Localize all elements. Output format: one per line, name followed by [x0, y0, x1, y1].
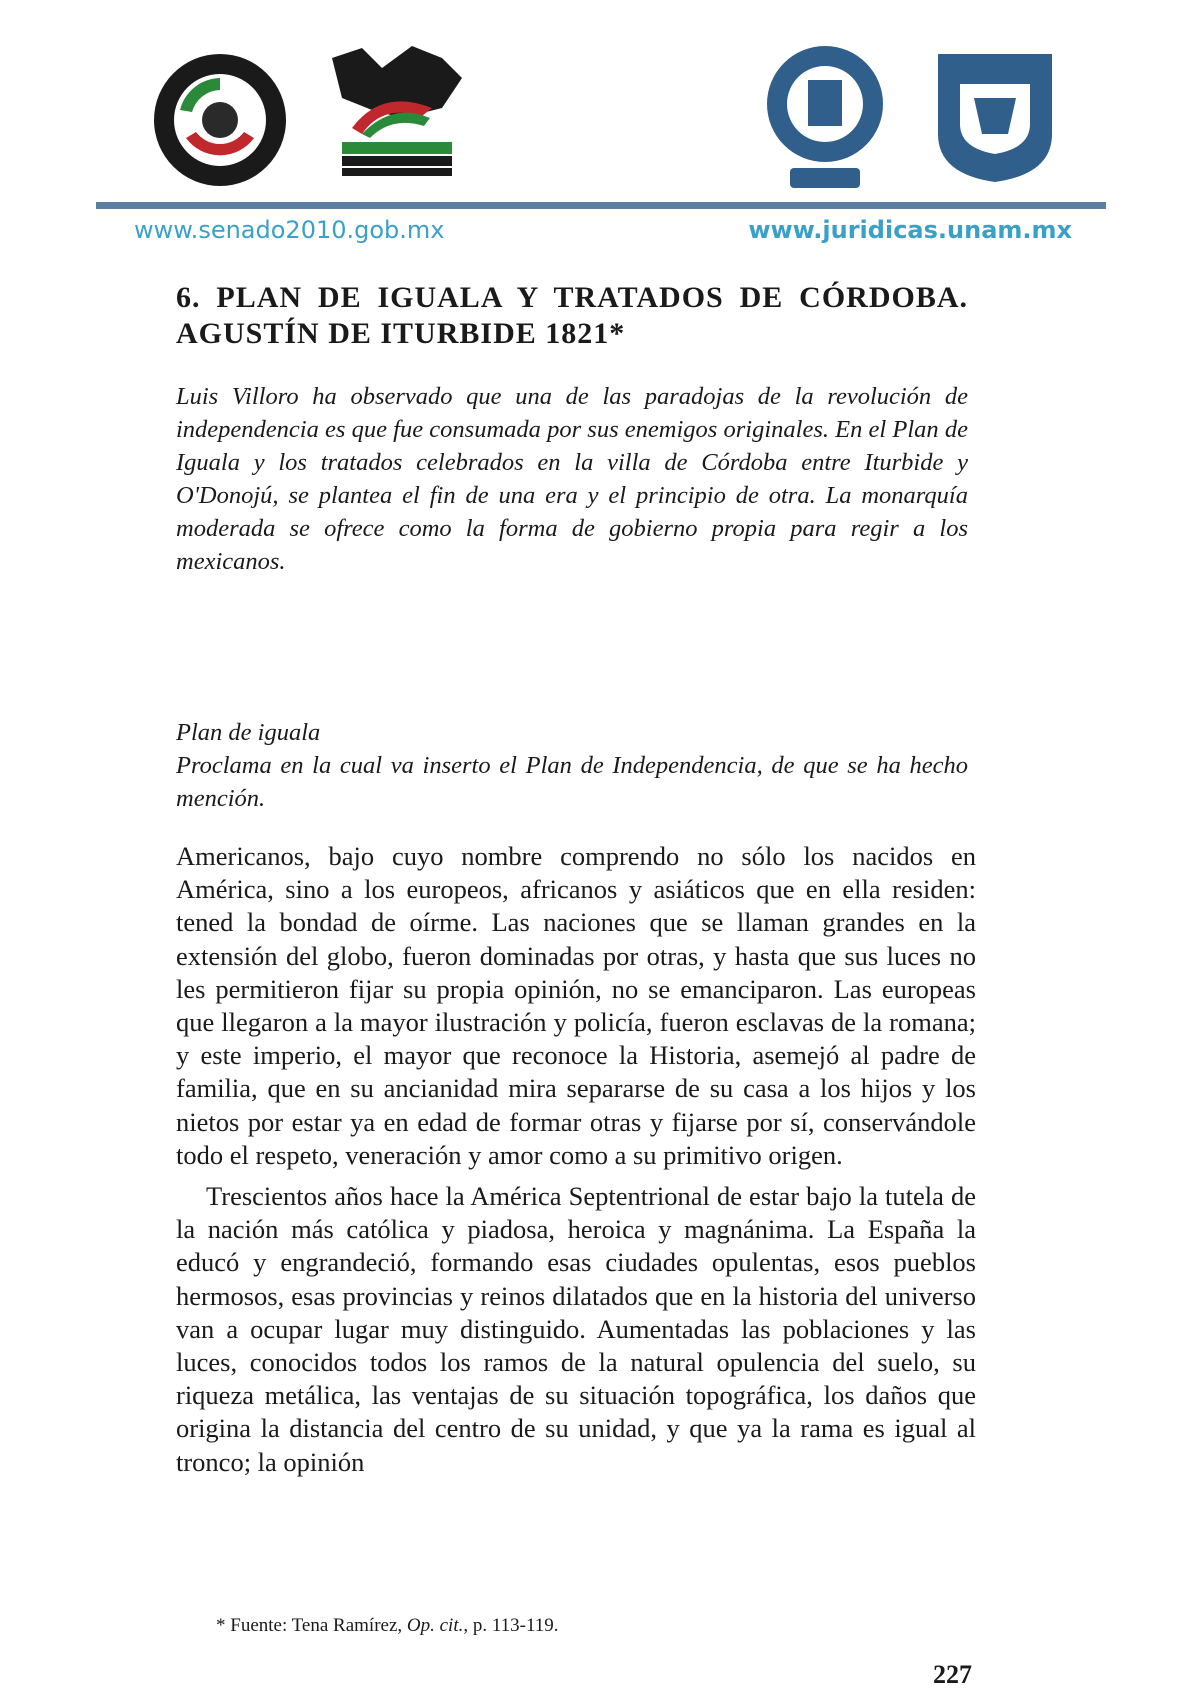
iij-unam-logo [760, 42, 890, 192]
chapter-header [176, 280, 968, 578]
paragraph-2: Trescientos años hace la América Septentrional de estar bajo la tutela de la nación más católica y piadosa, heroica y magnánima. La España la educó y engrandeció, formando esas ciudades opulentas, esos pueblos hermosos, esas provincias y reinos dilatados que en la historia del universo van a ocupar lugar muy distinguido. Aumentadas las poblaciones y las luces, conocidos todos los ramos de la natural opulencia del suelo, su riqueza metálica, las ventajas de su situación topográfica, los daños que origina la distancia del centro de su unidad, y que ya la rama es igual al tronco; la opinión [176, 1181, 976, 1477]
section-heading: Plan de iguala [176, 719, 321, 746]
section-subheading: Proclama en la cual va inserto el Plan de Independencia, de que se ha hecho mención. [176, 752, 968, 812]
chapter-title-line-2: AGUSTÍN DE ITURBIDE 1821* [176, 317, 626, 350]
bicentenario-logo [322, 38, 472, 188]
footnote-italic: Op. cit. [406, 1615, 464, 1636]
footnote [216, 1615, 559, 1637]
logo-bar [0, 30, 1200, 210]
header-rule [96, 202, 1106, 209]
unam-shield-logo [930, 44, 1060, 184]
chapter-title-line-1: 6. PLAN DE IGUALA Y TRATADOS DE CÓRDOBA. [176, 281, 968, 314]
senado-seal-logo [150, 50, 290, 190]
paragraph-1: Americanos, bajo cuyo nombre comprendo no sólo los nacidos en América, sino a los europeos, africanos y asiáticos que en ella residen: tened la bondad de oírme. Las naciones que se llaman grandes en la extensión del globo, fueron dominadas por otras, y hasta que sus luces no les permitieron fijar su propia opinión, no se emanciparon. Las europeas que llegaron a la mayor ilustración y policía, fueron esclavas de la romana; y este imperio, el mayor que reconoce la Historia, asemejó al padre de familia, que en su ancianidad mira separarse de su casa a los hijos y los nietos por estar ya en edad de formar otras y fijarse por sí, conservándole todo el respeto, veneración y amor como a su primitivo origen. [176, 841, 976, 1170]
section-heading-block [176, 716, 968, 815]
body-text [176, 840, 976, 1479]
chapter-title [176, 280, 968, 352]
footnote-suffix: , p. 113-119. [463, 1615, 559, 1636]
chapter-intro: Luis Villoro ha observado que una de las paradojas de la revolución de independencia es que fue consumada por sus enemigos originales. En el Plan de Iguala y los tratados celebrados en la villa de Córdoba entre Iturbide y O'Donojú, se plantea el fin de una era y el principio de otra. La monarquía moderada se ofrece como la forma de gobierno propia para regir a los mexicanos. [176, 383, 968, 575]
page-number: 227 [933, 1660, 972, 1689]
footnote-prefix: * Fuente: Tena Ramírez, [216, 1615, 407, 1636]
senado-url[interactable]: www.senado2010.gob.mx [134, 216, 445, 244]
juridicas-url[interactable]: www.juridicas.unam.mx [748, 216, 1072, 244]
